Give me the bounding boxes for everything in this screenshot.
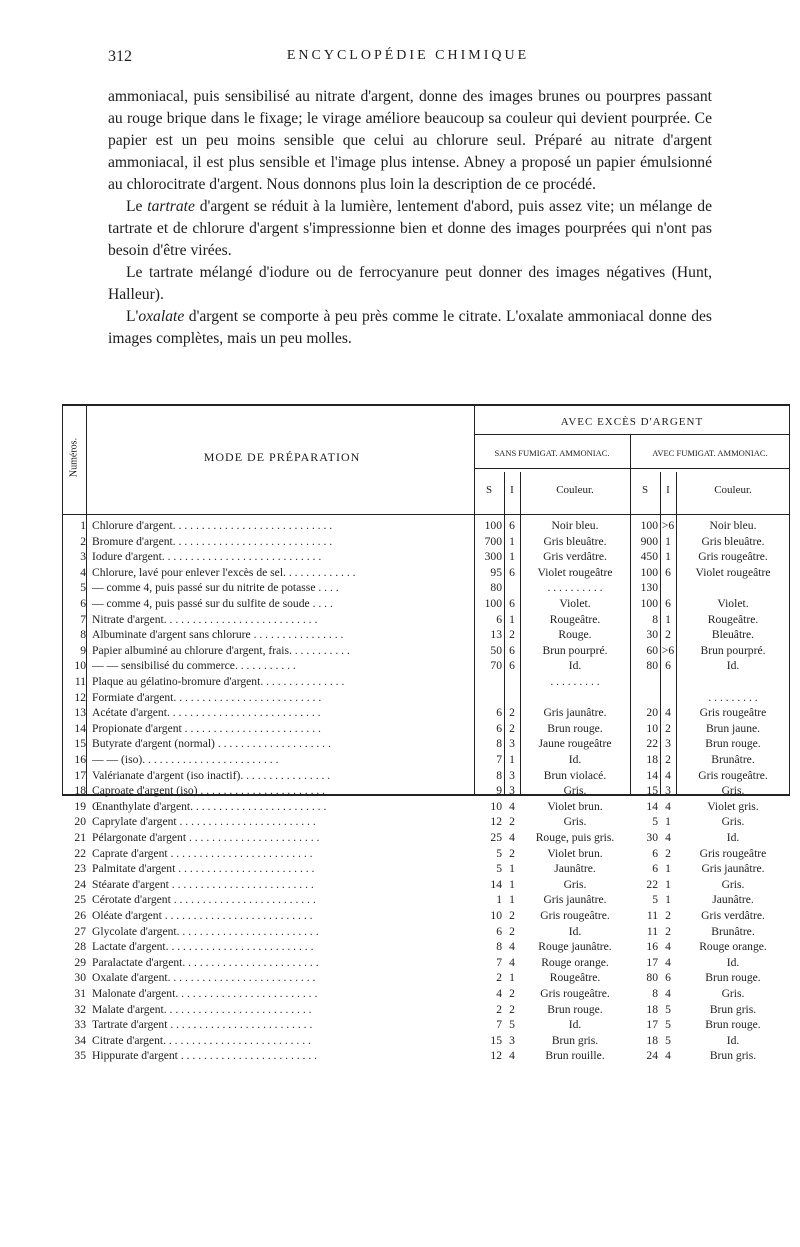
value-color-avec: Violet rougeâtre — [695, 565, 771, 579]
row-number: 9 — [80, 643, 86, 657]
value-color-avec: Gris. — [721, 784, 745, 798]
value-s-sans: 95 — [490, 565, 502, 579]
value-color-avec: Brunâtre. — [711, 924, 755, 938]
subgroup-header-avec: AVEC FUMIGAT. AMMONIAC. — [652, 448, 768, 458]
row-mode: Malate d'argent. . . . . . . . . . . . . . . . . . . . . . . . . . — [92, 1002, 312, 1016]
row-number: 27 — [74, 924, 86, 938]
paragraph: Le tartrate mélangé d'iodure ou de ferrocyanure peut donner des images négatives (Hunt, Halleur). — [108, 264, 712, 303]
value-s-sans: 70 — [490, 659, 502, 673]
value-color-avec: Gris jaunâtre. — [701, 862, 765, 876]
row-mode: Lactate d'argent. . . . . . . . . . . . . . . . . . . . . . . . . . — [92, 940, 314, 954]
col-header-couleur: Couleur. — [556, 484, 594, 496]
value-s-avec: 900 — [640, 534, 658, 548]
value-i-sans: 1 — [509, 534, 515, 548]
col-header-couleur: Couleur. — [714, 484, 752, 496]
value-color-avec: Id. — [726, 659, 740, 673]
col-header-s: S — [485, 484, 493, 496]
value-s-sans: 2 — [496, 1002, 502, 1016]
value-s-sans: 9 — [496, 784, 502, 798]
value-i-avec: 4 — [665, 799, 671, 813]
row-mode: Œnanthylate d'argent. . . . . . . . . . . . . . . . . . . . . . . . — [92, 799, 327, 813]
value-s-avec: 80 — [646, 659, 658, 673]
value-s-sans: 12 — [490, 1049, 502, 1063]
row-number: 18 — [74, 784, 86, 798]
value-color-sans: Violet. — [559, 597, 591, 610]
row-number: 25 — [74, 893, 86, 907]
value-color-avec: Gris rougeâtre. — [698, 768, 768, 782]
value-s-avec: 16 — [646, 940, 658, 954]
value-i-avec: 2 — [665, 846, 671, 860]
value-s-sans: 8 — [496, 737, 502, 751]
value-s-avec: 6 — [652, 862, 658, 876]
row-number: 26 — [74, 909, 86, 922]
value-color-sans: Jaune rougeâtre — [538, 737, 612, 751]
row-number: 24 — [74, 877, 86, 891]
value-color-avec: Gris bleuâtre. — [701, 534, 765, 548]
value-color-sans: Rouge, puis gris. — [535, 831, 615, 844]
row-number: 34 — [74, 1033, 86, 1047]
row-number: 29 — [74, 955, 86, 969]
table-top-rule — [62, 404, 790, 406]
value-i-avec: 1 — [665, 612, 671, 626]
value-s-avec: 22 — [646, 737, 658, 751]
row-mode: Bromure d'argent. . . . . . . . . . . . . . . . . . . . . . . . . . . . — [92, 534, 333, 548]
page-header — [108, 48, 708, 72]
value-color-sans: Id. — [568, 924, 582, 938]
value-s-sans: 300 — [484, 550, 502, 564]
value-s-avec: 130 — [640, 581, 658, 595]
value-s-sans: 7 — [496, 753, 502, 766]
value-i-sans: 4 — [509, 831, 515, 844]
value-s-avec: 15 — [646, 784, 658, 798]
value-s-avec: 8 — [652, 612, 658, 626]
value-s-avec: 450 — [640, 550, 658, 564]
value-color-avec: Noir bleu. — [709, 519, 757, 532]
row-mode: Chlorure d'argent. . . . . . . . . . . . . . . . . . . . . . . . . . . . — [92, 519, 333, 532]
paragraph: L'oxalate d'argent se comporte à peu près comme le citrate. L'oxalate ammoniacal donne des images complètes, mais un peu molles. — [108, 308, 712, 347]
value-s-sans: 6 — [496, 706, 502, 720]
col-header-i: I — [510, 484, 514, 496]
row-mode: Plaque au gélatino-bromure d'argent. . . . . . . . . . . . . . . — [92, 675, 345, 688]
value-i-sans: 2 — [509, 628, 515, 642]
value-i-sans: 3 — [509, 784, 515, 798]
row-mode: Oxalate d'argent. . . . . . . . . . . . . . . . . . . . . . . . . . — [92, 971, 316, 985]
row-mode: Chlorure, lavé pour enlever l'excès de sel. . . . . . . . . . . . . — [92, 565, 356, 579]
value-i-sans: 1 — [509, 612, 515, 626]
value-i-avec: 4 — [665, 768, 671, 782]
value-s-sans: 10 — [490, 799, 502, 813]
value-color-avec: Violet. — [717, 597, 749, 610]
value-i-avec: >6 — [661, 519, 675, 532]
row-mode: Valérianate d'argent (iso inactif). . . . . . . . . . . . . . . . — [92, 768, 331, 782]
value-s-avec: 8 — [652, 987, 658, 1000]
value-s-sans: 6 — [496, 721, 502, 735]
row-mode: Pélargonate d'argent . . . . . . . . . . . . . . . . . . . . . . . — [92, 831, 320, 844]
value-s-avec: 17 — [646, 955, 658, 969]
value-i-sans: 4 — [509, 940, 515, 954]
value-color-sans: Gris rougeâtre. — [540, 909, 610, 922]
col-divider — [676, 472, 677, 796]
row-mode: Glycolate d'argent. . . . . . . . . . . . . . . . . . . . . . . . . — [92, 924, 319, 938]
subgroup-rule — [474, 468, 790, 469]
value-color-avec: Gris rougeâtre — [699, 706, 767, 720]
value-i-sans: 1 — [509, 877, 515, 891]
value-color-avec: Gris. — [721, 815, 745, 829]
value-color-avec: Gris verdâtre. — [701, 909, 765, 922]
value-i-avec: 2 — [665, 909, 671, 922]
value-s-avec: 14 — [646, 799, 658, 813]
value-s-sans: 50 — [490, 643, 502, 657]
value-s-sans: 1 — [496, 893, 502, 907]
value-color-sans: Brun gris. — [551, 1033, 599, 1047]
value-color-sans: Brun rouge. — [547, 721, 603, 735]
row-mode: Oléate d'argent . . . . . . . . . . . . . . . . . . . . . . . . . . — [92, 909, 313, 922]
value-color-sans: Brun rouge. — [547, 1002, 603, 1016]
value-s-sans: 7 — [496, 955, 502, 969]
row-number: 13 — [74, 706, 86, 720]
value-color-sans: Gris jaunâtre. — [543, 893, 607, 907]
value-color-sans: Rougeâtre. — [549, 612, 601, 626]
value-color-sans: Brun rouille. — [545, 1049, 605, 1063]
value-i-sans: 1 — [509, 753, 515, 766]
value-s-avec: 11 — [646, 909, 658, 922]
value-color-sans: Violet rougeâtre — [537, 565, 613, 579]
value-i-avec: 5 — [665, 1018, 671, 1032]
row-mode: Cérotate d'argent . . . . . . . . . . . . . . . . . . . . . . . . . — [92, 893, 316, 907]
value-i-sans: 3 — [509, 768, 515, 782]
value-s-avec: 5 — [652, 893, 658, 907]
value-color-sans: . . . . . . . . . . — [547, 581, 603, 595]
row-mode: Formiate d'argent. . . . . . . . . . . . . . . . . . . . . . . . . . — [92, 690, 322, 704]
value-s-sans: 80 — [490, 581, 502, 595]
row-number: 33 — [74, 1018, 86, 1032]
row-mode: Albuminate d'argent sans chlorure . . . . . . . . . . . . . . . . — [92, 628, 344, 642]
row-number: 12 — [74, 690, 86, 704]
value-i-sans: 2 — [509, 706, 515, 720]
subgroup-header-sans: SANS FUMIGAT. AMMONIAC. — [494, 448, 610, 458]
value-i-avec: 5 — [665, 1033, 671, 1047]
value-color-sans: Id. — [568, 1018, 582, 1032]
col-header-i: I — [666, 484, 670, 496]
table-header-rule — [62, 514, 790, 515]
value-color-avec: Id. — [726, 1033, 740, 1047]
value-color-sans: Brun pourpré. — [542, 643, 608, 657]
value-i-avec: 6 — [665, 659, 671, 673]
running-title: ENCYCLOPÉDIE CHIMIQUE — [286, 48, 530, 63]
results-table — [62, 398, 790, 1063]
value-i-avec: 5 — [665, 1002, 671, 1016]
value-i-avec: 2 — [665, 753, 671, 766]
value-i-sans: 2 — [509, 909, 515, 922]
value-i-sans: 6 — [509, 659, 515, 673]
value-i-avec: 4 — [665, 940, 671, 954]
value-i-avec: 4 — [665, 1049, 671, 1063]
value-s-avec: 22 — [646, 877, 658, 891]
paragraph: Le tartrate d'argent se réduit à la lumière, lentement d'abord, puis assez vite; un mélange de tartrate et de chlorure d'argent s'impressionne bien et donne des images pourprées qui n'ont pas besoin d'être virées. — [108, 198, 712, 259]
value-i-avec: 1 — [665, 893, 671, 907]
value-color-avec: Rougeâtre. — [707, 612, 759, 626]
value-i-sans: 6 — [509, 519, 515, 532]
value-color-avec: . . . . . . . . . — [708, 690, 758, 704]
value-color-avec: Brun pourpré. — [700, 643, 766, 657]
value-i-avec: 1 — [665, 815, 671, 829]
value-s-avec: 30 — [646, 628, 658, 642]
row-number: 5 — [80, 581, 86, 595]
row-mode: — — (iso). . . . . . . . . . . . . . . . . . . . . . . . — [92, 753, 279, 766]
row-mode: Paralactate d'argent. . . . . . . . . . . . . . . . . . . . . . . . — [92, 955, 319, 969]
value-color-sans: Violet brun. — [547, 846, 603, 860]
value-color-sans: Id. — [568, 753, 582, 766]
row-number: 28 — [74, 940, 86, 954]
row-mode: Butyrate d'argent (normal) . . . . . . . . . . . . . . . . . . . . — [92, 737, 331, 751]
value-s-avec: 10 — [646, 721, 658, 735]
value-i-avec: 1 — [665, 534, 671, 548]
value-s-sans: 6 — [496, 924, 502, 938]
value-color-avec: Id. — [726, 831, 740, 844]
value-i-sans: 2 — [509, 987, 515, 1000]
value-color-avec: Rouge orange. — [699, 940, 767, 954]
row-number: 16 — [74, 753, 86, 766]
value-i-sans: 3 — [509, 1033, 515, 1047]
row-mode: Caproate d'argent (iso) . . . . . . . . . . . . . . . . . . . . . . — [92, 784, 326, 798]
value-s-avec: 18 — [646, 753, 658, 766]
value-i-sans: 6 — [509, 565, 515, 579]
value-s-avec: 100 — [640, 565, 658, 579]
value-i-avec: 6 — [665, 971, 671, 985]
value-i-sans: 6 — [509, 643, 515, 657]
row-mode: Malonate d'argent. . . . . . . . . . . . . . . . . . . . . . . . . — [92, 987, 318, 1000]
value-i-sans: 1 — [509, 862, 515, 876]
value-color-avec: Bleuâtre. — [711, 628, 755, 642]
col-header-numeros: Numéros. — [68, 437, 80, 478]
value-s-avec: 30 — [646, 831, 658, 844]
row-mode: Propionate d'argent . . . . . . . . . . . . . . . . . . . . . . . . — [92, 721, 321, 735]
col-header-s: S — [641, 484, 649, 496]
row-number: 6 — [80, 597, 86, 610]
value-color-sans: . . . . . . . . . — [550, 675, 600, 688]
row-mode: Palmitate d'argent . . . . . . . . . . . . . . . . . . . . . . . . — [92, 862, 315, 876]
value-color-avec: Brun rouge. — [705, 971, 761, 985]
value-s-avec: 11 — [646, 924, 658, 938]
row-mode: Hippurate d'argent . . . . . . . . . . . . . . . . . . . . . . . . — [92, 1049, 318, 1063]
row-number: 14 — [74, 721, 86, 735]
row-number: 17 — [74, 768, 86, 782]
col-header-mode: MODE DE PRÉPARATION — [203, 450, 361, 464]
value-s-sans: 8 — [496, 940, 502, 954]
value-i-avec: 1 — [665, 862, 671, 876]
value-i-sans: 2 — [509, 846, 515, 860]
value-i-avec: 3 — [665, 737, 671, 751]
value-s-avec: 6 — [652, 846, 658, 860]
value-color-sans: Gris. — [563, 877, 587, 891]
value-color-avec: Gris rougeâtre — [699, 846, 767, 860]
value-s-sans: 700 — [484, 534, 502, 548]
group-rule — [474, 434, 790, 435]
value-color-avec: Brun jaune. — [705, 721, 761, 735]
value-s-sans: 15 — [490, 1033, 502, 1047]
group-header: AVEC EXCÈS D'ARGENT — [560, 416, 704, 428]
value-i-sans: 1 — [509, 893, 515, 907]
row-mode: Caprate d'argent . . . . . . . . . . . . . . . . . . . . . . . . . — [92, 846, 313, 860]
value-s-sans: 4 — [496, 987, 502, 1000]
value-i-sans: 4 — [509, 1049, 515, 1063]
row-mode: — — sensibilisé du commerce. . . . . . . . . . . — [92, 659, 296, 673]
value-i-sans: 2 — [509, 1002, 515, 1016]
value-i-sans: 2 — [509, 924, 515, 938]
row-number: 2 — [80, 534, 86, 548]
row-number: 10 — [74, 659, 86, 673]
value-s-sans: 100 — [484, 597, 502, 610]
value-i-sans: 6 — [509, 597, 515, 610]
value-color-avec: Brunâtre. — [711, 753, 755, 766]
row-mode: Papier albuminé au chlorure d'argent, frais. . . . . . . . . . . — [92, 643, 350, 657]
col-divider — [86, 404, 87, 796]
value-s-sans: 25 — [490, 831, 502, 844]
row-mode: — comme 4, puis passé sur du sulfite de soude . . . . — [92, 597, 333, 610]
value-s-sans: 14 — [490, 877, 502, 891]
value-color-sans: Rouge. — [558, 628, 592, 642]
value-i-avec: 4 — [665, 987, 671, 1000]
value-i-sans: 5 — [509, 1018, 515, 1032]
value-s-avec: 24 — [646, 1049, 658, 1063]
table-right-rule — [789, 404, 790, 796]
value-i-avec: 4 — [665, 955, 671, 969]
row-mode: Stéarate d'argent . . . . . . . . . . . . . . . . . . . . . . . . . — [92, 877, 314, 891]
value-s-sans: 8 — [496, 768, 502, 782]
value-s-avec: 18 — [646, 1002, 658, 1016]
body-text — [108, 86, 712, 350]
value-i-avec: 1 — [665, 550, 671, 564]
value-i-avec: 6 — [665, 565, 671, 579]
value-s-avec: 60 — [646, 643, 658, 657]
value-i-avec: 2 — [665, 721, 671, 735]
value-color-avec: Brun rouge. — [705, 737, 761, 751]
col-divider — [520, 472, 521, 796]
value-color-avec: Gris. — [721, 877, 745, 891]
value-color-sans: Rougeâtre. — [549, 971, 601, 985]
value-color-avec: Brun rouge. — [705, 1018, 761, 1032]
value-i-avec: 6 — [665, 597, 671, 610]
row-number: 32 — [74, 1002, 86, 1016]
value-s-avec: 100 — [640, 597, 658, 610]
value-s-sans: 7 — [496, 1018, 502, 1032]
value-color-sans: Jaunâtre. — [554, 862, 596, 876]
row-number: 35 — [74, 1049, 86, 1063]
value-color-avec: Brun gris. — [709, 1049, 757, 1063]
value-color-avec: Jaunâtre. — [712, 893, 754, 907]
paragraph: ammoniacal, puis sensibilisé au nitrate d'argent, donne des images brunes ou pourpres passant au rouge brique dans le fixage; le virage améliore beaucoup sa couleur qui devient pourprée. Ce papier est un peu moins sensible que celui au chlorure seul. Préparé au nitrate d'argent ammoniacal, il est plus sensible et l'image plus intense. Abney a proposé un papier émulsionné au chlorocitrate d'argent. Nous donnons plus loin la description de ce procédé. — [108, 88, 712, 193]
value-s-sans: 100 — [484, 519, 502, 532]
value-s-sans: 5 — [496, 846, 502, 860]
value-color-sans: Violet brun. — [547, 799, 603, 813]
value-color-avec: Id. — [726, 955, 740, 969]
value-color-sans: Rouge jaunâtre. — [538, 940, 612, 954]
row-mode: Iodure d'argent. . . . . . . . . . . . . . . . . . . . . . . . . . . . — [92, 550, 322, 564]
page-number: 312 — [108, 48, 132, 65]
value-i-sans: 2 — [509, 815, 515, 829]
row-mode: Nitrate d'argent. . . . . . . . . . . . . . . . . . . . . . . . . . . — [92, 612, 318, 626]
value-i-sans: 4 — [509, 799, 515, 813]
value-s-avec: 14 — [646, 768, 658, 782]
value-i-avec: 2 — [665, 924, 671, 938]
value-i-avec: >6 — [661, 643, 675, 657]
row-number: 21 — [74, 831, 86, 844]
value-i-sans: 1 — [509, 550, 515, 564]
value-color-sans: Gris bleuâtre. — [543, 534, 607, 548]
value-s-sans: 10 — [490, 909, 502, 922]
row-mode: Caprylate d'argent . . . . . . . . . . . . . . . . . . . . . . . . — [92, 815, 316, 829]
value-color-avec: Gris rougeâtre. — [698, 550, 768, 564]
value-s-sans: 6 — [496, 612, 502, 626]
value-i-avec: 3 — [665, 784, 671, 798]
row-mode: — comme 4, puis passé sur du nitrite de potasse . . . . — [92, 581, 339, 595]
value-s-avec: 5 — [652, 815, 658, 829]
row-mode: Acétate d'argent. . . . . . . . . . . . . . . . . . . . . . . . . . . — [92, 706, 321, 720]
value-s-sans: 12 — [490, 815, 502, 829]
value-i-avec: 2 — [665, 628, 671, 642]
value-color-sans: Brun violacé. — [543, 768, 607, 782]
row-number: 8 — [80, 628, 86, 642]
row-mode: Citrate d'argent. . . . . . . . . . . . . . . . . . . . . . . . . . — [92, 1033, 311, 1047]
value-s-avec: 18 — [646, 1033, 658, 1047]
row-number: 7 — [80, 612, 86, 626]
value-color-avec: Violet gris. — [707, 799, 759, 813]
value-s-avec: 17 — [646, 1018, 658, 1032]
value-color-sans: Gris verdâtre. — [543, 550, 607, 564]
value-s-sans: 13 — [490, 628, 502, 642]
value-i-avec: 1 — [665, 877, 671, 891]
value-i-sans: 2 — [509, 721, 515, 735]
row-number: 19 — [74, 799, 86, 813]
value-color-avec: Brun gris. — [709, 1002, 757, 1016]
value-s-sans: 2 — [496, 971, 502, 985]
row-number: 20 — [74, 815, 86, 829]
value-color-sans: Gris. — [563, 784, 587, 798]
value-s-avec: 100 — [640, 519, 658, 532]
value-i-sans: 1 — [509, 971, 515, 985]
row-number: 15 — [74, 737, 86, 751]
value-i-avec: 4 — [665, 831, 671, 844]
row-number: 1 — [80, 519, 86, 532]
value-color-sans: Id. — [568, 659, 582, 673]
row-number: 30 — [74, 971, 86, 985]
row-number: 4 — [80, 565, 86, 579]
value-color-sans: Rouge orange. — [541, 955, 609, 969]
value-color-sans: Gris rougeâtre. — [540, 987, 610, 1000]
row-mode: Tartrate d'argent . . . . . . . . . . . . . . . . . . . . . . . . . — [92, 1018, 313, 1032]
value-s-sans: 5 — [496, 862, 502, 876]
value-i-avec: 4 — [665, 706, 671, 720]
value-color-avec: Gris. — [721, 987, 745, 1000]
value-color-sans: Gris. — [563, 815, 587, 829]
row-number: 22 — [74, 846, 86, 860]
value-i-sans: 4 — [509, 955, 515, 969]
row-number: 3 — [80, 550, 86, 564]
value-color-sans: Gris jaunâtre. — [543, 706, 607, 720]
row-number: 31 — [74, 987, 86, 1000]
row-number: 11 — [74, 675, 86, 688]
row-number: 23 — [74, 862, 86, 876]
value-color-sans: Noir bleu. — [551, 519, 599, 532]
value-s-avec: 80 — [646, 971, 658, 985]
value-s-avec: 20 — [646, 706, 658, 720]
value-i-sans: 3 — [509, 737, 515, 751]
